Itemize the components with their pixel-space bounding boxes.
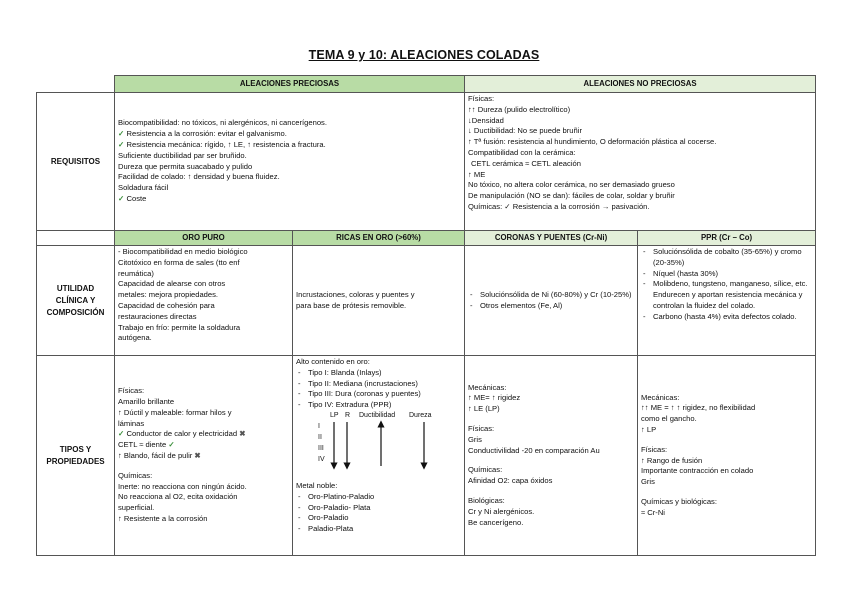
row-label-requisitos: REQUISITOS xyxy=(37,93,115,231)
noble-item: - Oro-Paladio- Plata xyxy=(296,503,461,514)
tipo-line: Amarillo brillante xyxy=(118,397,175,407)
gold-type-item: - Tipo III: Dura (coronas y puentes) xyxy=(296,389,461,400)
req-p-line: Soldadura fácil xyxy=(118,183,169,193)
noble-item: - Paladio-Plata xyxy=(296,524,461,535)
util-list-item: - Carbono (hasta 4%) evita defectos colado. xyxy=(641,312,812,323)
row-label-tipos: TIPOS Y PROPIEDADES xyxy=(37,356,115,556)
cross-icon: ✖ xyxy=(194,451,201,460)
req-p-line: ✓ Resistencia a la corrosión: evitar el galvanismo. xyxy=(118,129,287,139)
req-p-line: Biocompatibilidad: no tóxicos, ni alergénicos, ni cancerígenos. xyxy=(118,118,327,128)
diagram-label-r: R xyxy=(345,411,351,419)
req-p-line: ✓ Resistencia mecánica: rígido, ↑ LE, ↑ resistencia a fractura. xyxy=(118,139,326,149)
diagram-label-dureza: Dureza xyxy=(409,411,432,419)
tipo-line: como el gancho. xyxy=(641,414,697,424)
check-icon: ✓ xyxy=(168,440,175,450)
tipo-line: láminas xyxy=(118,418,145,428)
req-np-line: ↑ ME xyxy=(468,169,486,179)
tipo-line: Gris xyxy=(641,477,655,487)
req-np-line: ↓Densidad xyxy=(468,115,504,125)
util-line: Capacidad de cohesión para xyxy=(118,300,215,310)
util-list-item: - Molibdeno, tungsteno, manganeso, sílice, etc. Endurecen y aportan resistencia mecánica y controlan la fluidez del colado. xyxy=(641,279,812,311)
corner-cell xyxy=(37,76,115,93)
tipo-line: Químicas y biológicas: xyxy=(641,496,717,506)
util-list-item: - Soluciónsólida de cobalto (35-65%) y cromo (20-35%) xyxy=(641,247,812,269)
tipos-oro-puro xyxy=(115,356,293,556)
util-list-item: - Soluciónsólida de Ni (60-80%) y Cr (10-25%) xyxy=(468,290,634,301)
utilidad-ricas-oro xyxy=(293,246,465,356)
check-icon: ✓ xyxy=(118,429,125,439)
tipo-line: Be cancerígeno. xyxy=(468,517,524,527)
diagram-label-ductibilidad: Ductibilidad xyxy=(359,411,396,419)
tipo-line: Inerte: no reacciona con ningún ácido. xyxy=(118,481,247,491)
tipo-line: Físicas: xyxy=(641,444,668,454)
roman-label: II xyxy=(318,433,322,441)
util-line: restauraciones directas xyxy=(118,311,197,321)
tipo-line: ↑ Rango de fusión xyxy=(641,455,703,465)
util-line: reumática) xyxy=(118,268,154,278)
tipo-line: ↑ LE (LP) xyxy=(468,404,500,414)
diagram-label-lp: LP xyxy=(330,411,339,419)
req-np-line: No tóxico, no altera color cerámica, no ser demasiado grueso xyxy=(468,180,675,190)
tipo-line: ↑ Dúctil y maleable: formar hilos y xyxy=(118,407,232,417)
tipos-coronas xyxy=(465,356,638,556)
subheader-coronas: CORONAS Y PUENTES (Cr-Ni) xyxy=(465,231,638,246)
tipo-line: Alto contenido en oro: xyxy=(296,357,370,366)
subheader-ricas-oro: RICAS EN ORO (>60%) xyxy=(293,231,465,246)
req-np-line: ↑↑ Dureza (pulido electrolítico) xyxy=(468,104,571,114)
properties-arrow-diagram xyxy=(296,411,446,481)
tipos-ppr xyxy=(638,356,816,556)
utilidad-ppr xyxy=(638,246,816,356)
gold-type-item: - Tipo I: Blanda (Inlays) xyxy=(296,368,461,379)
roman-label: III xyxy=(318,444,324,452)
tipo-line: Metal noble: xyxy=(296,480,338,490)
tipo-line: ↑↑ ME = ↑ ↑ rigidez, no flexibilidad xyxy=(641,403,756,413)
util-list-item: - Níquel (hasta 30%) xyxy=(641,269,812,280)
req-p-line: Facilidad de colado: ↑ densidad y buena fluidez. xyxy=(118,172,280,182)
req-np-line: Compatibilidad con la cerámica: xyxy=(468,147,576,157)
util-line: Citotóxico en forma de sales (tto enf xyxy=(118,257,240,267)
tipo-line: Químicas: xyxy=(118,470,153,480)
roman-label: I xyxy=(318,422,320,430)
tipo-line: Conductivilidad -20 en comparación Au xyxy=(468,445,600,455)
tipo-line: Afinidad O2: capa óxidos xyxy=(468,476,553,486)
utilidad-oro-puro xyxy=(115,246,293,356)
req-np-line: CETL cerámica ≈ CETL aleación xyxy=(471,158,581,168)
noble-item: - Oro-Paladio xyxy=(296,513,461,524)
req-np-line: ↑ Tª fusión: resistencia al hundimiento, O deformación plástica al cocerse. xyxy=(468,137,717,147)
tipo-line: Gris xyxy=(468,434,482,444)
tipo-line: Químicas: xyxy=(468,465,503,475)
alloys-table xyxy=(36,75,816,556)
tipo-line: ↑ LP xyxy=(641,424,657,434)
header-no-preciosas: ALEACIONES NO PRECIOSAS xyxy=(465,76,816,93)
gold-type-item: - Tipo IV: Extradura (PPR) xyxy=(296,400,461,411)
util-line: metales: mejora propiedades. xyxy=(118,290,219,300)
tipo-line: ↑ Blando, fácil de pulir ✖ xyxy=(118,451,201,460)
cross-icon: ✖ xyxy=(239,429,246,439)
req-p-line: Suficiente ductibilidad par ser bruñido. xyxy=(118,150,247,160)
blank-subheader-cell xyxy=(37,231,115,246)
tipo-line: Cr y Ni alergénicos. xyxy=(468,506,535,516)
util-line: Capacidad de alearse con otros xyxy=(118,279,226,289)
tipo-line: Físicas: xyxy=(118,386,145,396)
subheader-ppr: PPR (Cr – Co) xyxy=(638,231,816,246)
req-np-line: De manipulación (NO se dan): fáciles de colar, soldar y bruñir xyxy=(468,191,675,201)
noble-item: - Oro-Platino-Paladio xyxy=(296,492,461,503)
tipos-ricas-oro xyxy=(293,356,465,556)
util-line: para base de prótesis removible. xyxy=(296,300,407,310)
tipo-line: No reacciona al O2, ecita oxidación xyxy=(118,492,238,502)
tipo-line: Físicas: xyxy=(468,424,495,433)
util-line: autógena. xyxy=(118,333,152,343)
tipo-line: Biológicas: xyxy=(468,495,505,505)
tipo-line: superficial. xyxy=(118,503,155,513)
req-np-line: Químicas: ✓ Resistencia a la corrosión → pasivación. xyxy=(468,201,650,211)
check-icon: ✓ xyxy=(118,129,125,139)
util-list-item: - Otros elementos (Fe, Al) xyxy=(468,301,634,312)
util-line: Incrustaciones, coloras y puentes y xyxy=(296,289,415,299)
util-line: Trabajo en frío: permite la soldadura xyxy=(118,322,241,332)
utilidad-coronas xyxy=(465,246,638,356)
subheader-oro-puro: ORO PURO xyxy=(115,231,293,246)
util-line: - Biocompatibilidad en medio biológico xyxy=(118,247,248,256)
row-label-utilidad: UTILIDAD CLÍNICA Y COMPOSICIÓN xyxy=(37,246,115,356)
header-preciosas: ALEACIONES PRECIOSAS xyxy=(115,76,465,93)
tipo-line: Importante contracción en colado xyxy=(641,466,754,476)
gold-type-item: - Tipo II: Mediana (incrustaciones) xyxy=(296,379,461,390)
tipo-line: Mecánicas: xyxy=(468,382,507,392)
check-icon: ✓ xyxy=(118,139,125,149)
tipo-line: ↑ Resistente a la corrosión xyxy=(118,513,208,523)
tipo-line: Mecánicas: xyxy=(641,392,680,402)
arrows-svg xyxy=(296,411,446,481)
page-title: TEMA 9 y 10: ALEACIONES COLADAS xyxy=(308,48,540,62)
tipo-line: ≈ Cr-Ni xyxy=(641,507,665,517)
roman-label: IV xyxy=(318,455,325,463)
req-np-line: Físicas: xyxy=(468,94,495,103)
requisitos-preciosas xyxy=(115,93,465,231)
tipo-line: ↑ ME= ↑ rigidez xyxy=(468,393,521,403)
check-icon: ✓ xyxy=(118,193,125,203)
tipo-line: CETL ≈ diente ✓ xyxy=(118,440,175,450)
req-p-line: Dureza que permita suacabado y pulido xyxy=(118,161,253,171)
req-np-line: ↓ Ductibilidad: No se puede bruñir xyxy=(468,126,582,136)
tipo-line: ✓ Conductor de calor y electricidad ✖ xyxy=(118,429,246,439)
req-p-line: ✓ Coste xyxy=(118,193,147,203)
requisitos-no-preciosas xyxy=(465,93,816,231)
